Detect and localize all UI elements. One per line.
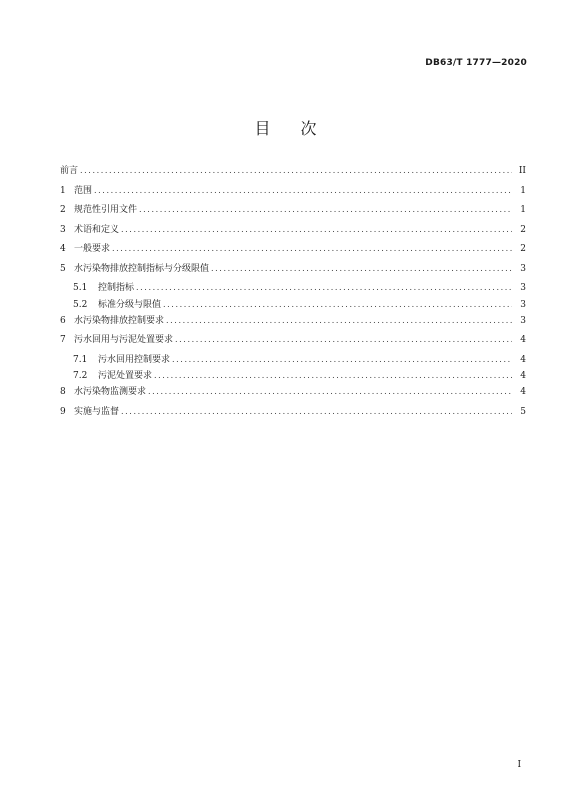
toc-entry-label: 一般要求 xyxy=(74,244,111,254)
toc-entry-page: 2 xyxy=(520,224,526,235)
toc-entry-number: 8 xyxy=(60,387,66,397)
toc-leader-dots xyxy=(163,300,512,309)
table-of-contents xyxy=(60,163,526,423)
toc-entry-9[interactable] xyxy=(60,404,526,424)
toc-entry-number: 7.2 xyxy=(73,371,88,381)
toc-entry-page: 3 xyxy=(520,315,526,326)
toc-leader-dots xyxy=(166,316,512,325)
toc-entry-number: 1 xyxy=(60,185,66,196)
toc-entry-2[interactable] xyxy=(60,202,526,222)
toc-entry-page: 3 xyxy=(520,283,526,293)
toc-entry-page: 5 xyxy=(520,406,526,417)
toc-entry-number: 5.2 xyxy=(73,299,88,310)
toc-entry-number: 6 xyxy=(60,315,66,326)
toc-entry-number: 9 xyxy=(60,406,66,417)
toc-entry-page: II xyxy=(518,166,526,176)
toc-leader-dots xyxy=(112,244,512,253)
toc-entry-5[interactable] xyxy=(60,261,526,281)
toc-entry-label: 前言 xyxy=(60,166,79,176)
toc-entry-page: 3 xyxy=(520,299,526,310)
toc-entry-label: 污泥处置要求 xyxy=(98,371,153,381)
toc-leader-dots xyxy=(154,371,512,380)
toc-entry-1[interactable] xyxy=(60,183,526,203)
toc-entry-8[interactable] xyxy=(60,384,526,404)
toc-leader-dots xyxy=(80,166,512,175)
toc-leader-dots xyxy=(94,186,512,195)
toc-entry-5-1[interactable] xyxy=(60,280,526,297)
toc-entry-page: 3 xyxy=(520,263,526,274)
toc-entry-label: 规范性引用文件 xyxy=(74,205,138,215)
toc-entry-number: 4 xyxy=(60,244,66,254)
toc-entry-label: 术语和定义 xyxy=(74,224,120,235)
toc-entry-page: 4 xyxy=(520,335,526,345)
toc-entry-7-1[interactable] xyxy=(60,352,526,369)
toc-entry-label: 控制指标 xyxy=(98,283,135,293)
toc-title xyxy=(0,116,571,139)
toc-entry-3[interactable] xyxy=(60,222,526,242)
toc-entry-page: 4 xyxy=(520,387,526,397)
toc-entry-page: 1 xyxy=(520,185,526,196)
toc-title-char-2: 次 xyxy=(300,119,317,138)
toc-entry-5-2[interactable] xyxy=(60,297,526,313)
toc-leader-dots xyxy=(211,264,512,273)
toc-leader-dots xyxy=(175,335,512,344)
toc-entry-label: 标准分级与限值 xyxy=(98,299,162,310)
toc-title-char-1: 目 xyxy=(254,119,271,138)
toc-leader-dots xyxy=(121,407,512,416)
toc-entry-number: 3 xyxy=(60,224,66,235)
toc-entry-label: 水污染物排放控制要求 xyxy=(74,315,165,326)
toc-entry-page: 4 xyxy=(520,354,526,365)
toc-entry-7[interactable] xyxy=(60,332,526,352)
page-number: I xyxy=(517,760,521,770)
document-code: DB63/T 1777—2020 xyxy=(425,58,527,68)
toc-entry-number: 5.1 xyxy=(73,283,88,293)
toc-entry-number: 7.1 xyxy=(73,354,88,365)
toc-entry-label: 实施与监督 xyxy=(74,406,120,417)
toc-entry-page: 1 xyxy=(520,205,526,215)
toc-entry-label: 水污染物监测要求 xyxy=(74,387,147,397)
toc-leader-dots xyxy=(136,283,512,292)
toc-entry-label: 污水回用控制要求 xyxy=(98,354,171,365)
toc-entry-label: 范围 xyxy=(74,185,93,196)
toc-entry-6[interactable] xyxy=(60,313,526,333)
toc-leader-dots xyxy=(148,387,512,396)
toc-entry-foreword[interactable] xyxy=(60,163,526,183)
toc-entry-number: 7 xyxy=(60,335,66,345)
toc-entry-number: 2 xyxy=(60,205,66,215)
toc-entry-7-2[interactable] xyxy=(60,368,526,384)
toc-leader-dots xyxy=(121,225,512,234)
toc-entry-label: 污水回用与污泥处置要求 xyxy=(74,335,174,345)
toc-leader-dots xyxy=(139,205,512,214)
toc-leader-dots xyxy=(172,355,512,364)
toc-entry-page: 2 xyxy=(520,244,526,254)
toc-entry-number: 5 xyxy=(60,263,66,274)
toc-entry-4[interactable] xyxy=(60,241,526,261)
toc-entry-label: 水污染物排放控制指标与分级限值 xyxy=(74,263,210,274)
toc-entry-page: 4 xyxy=(520,371,526,381)
